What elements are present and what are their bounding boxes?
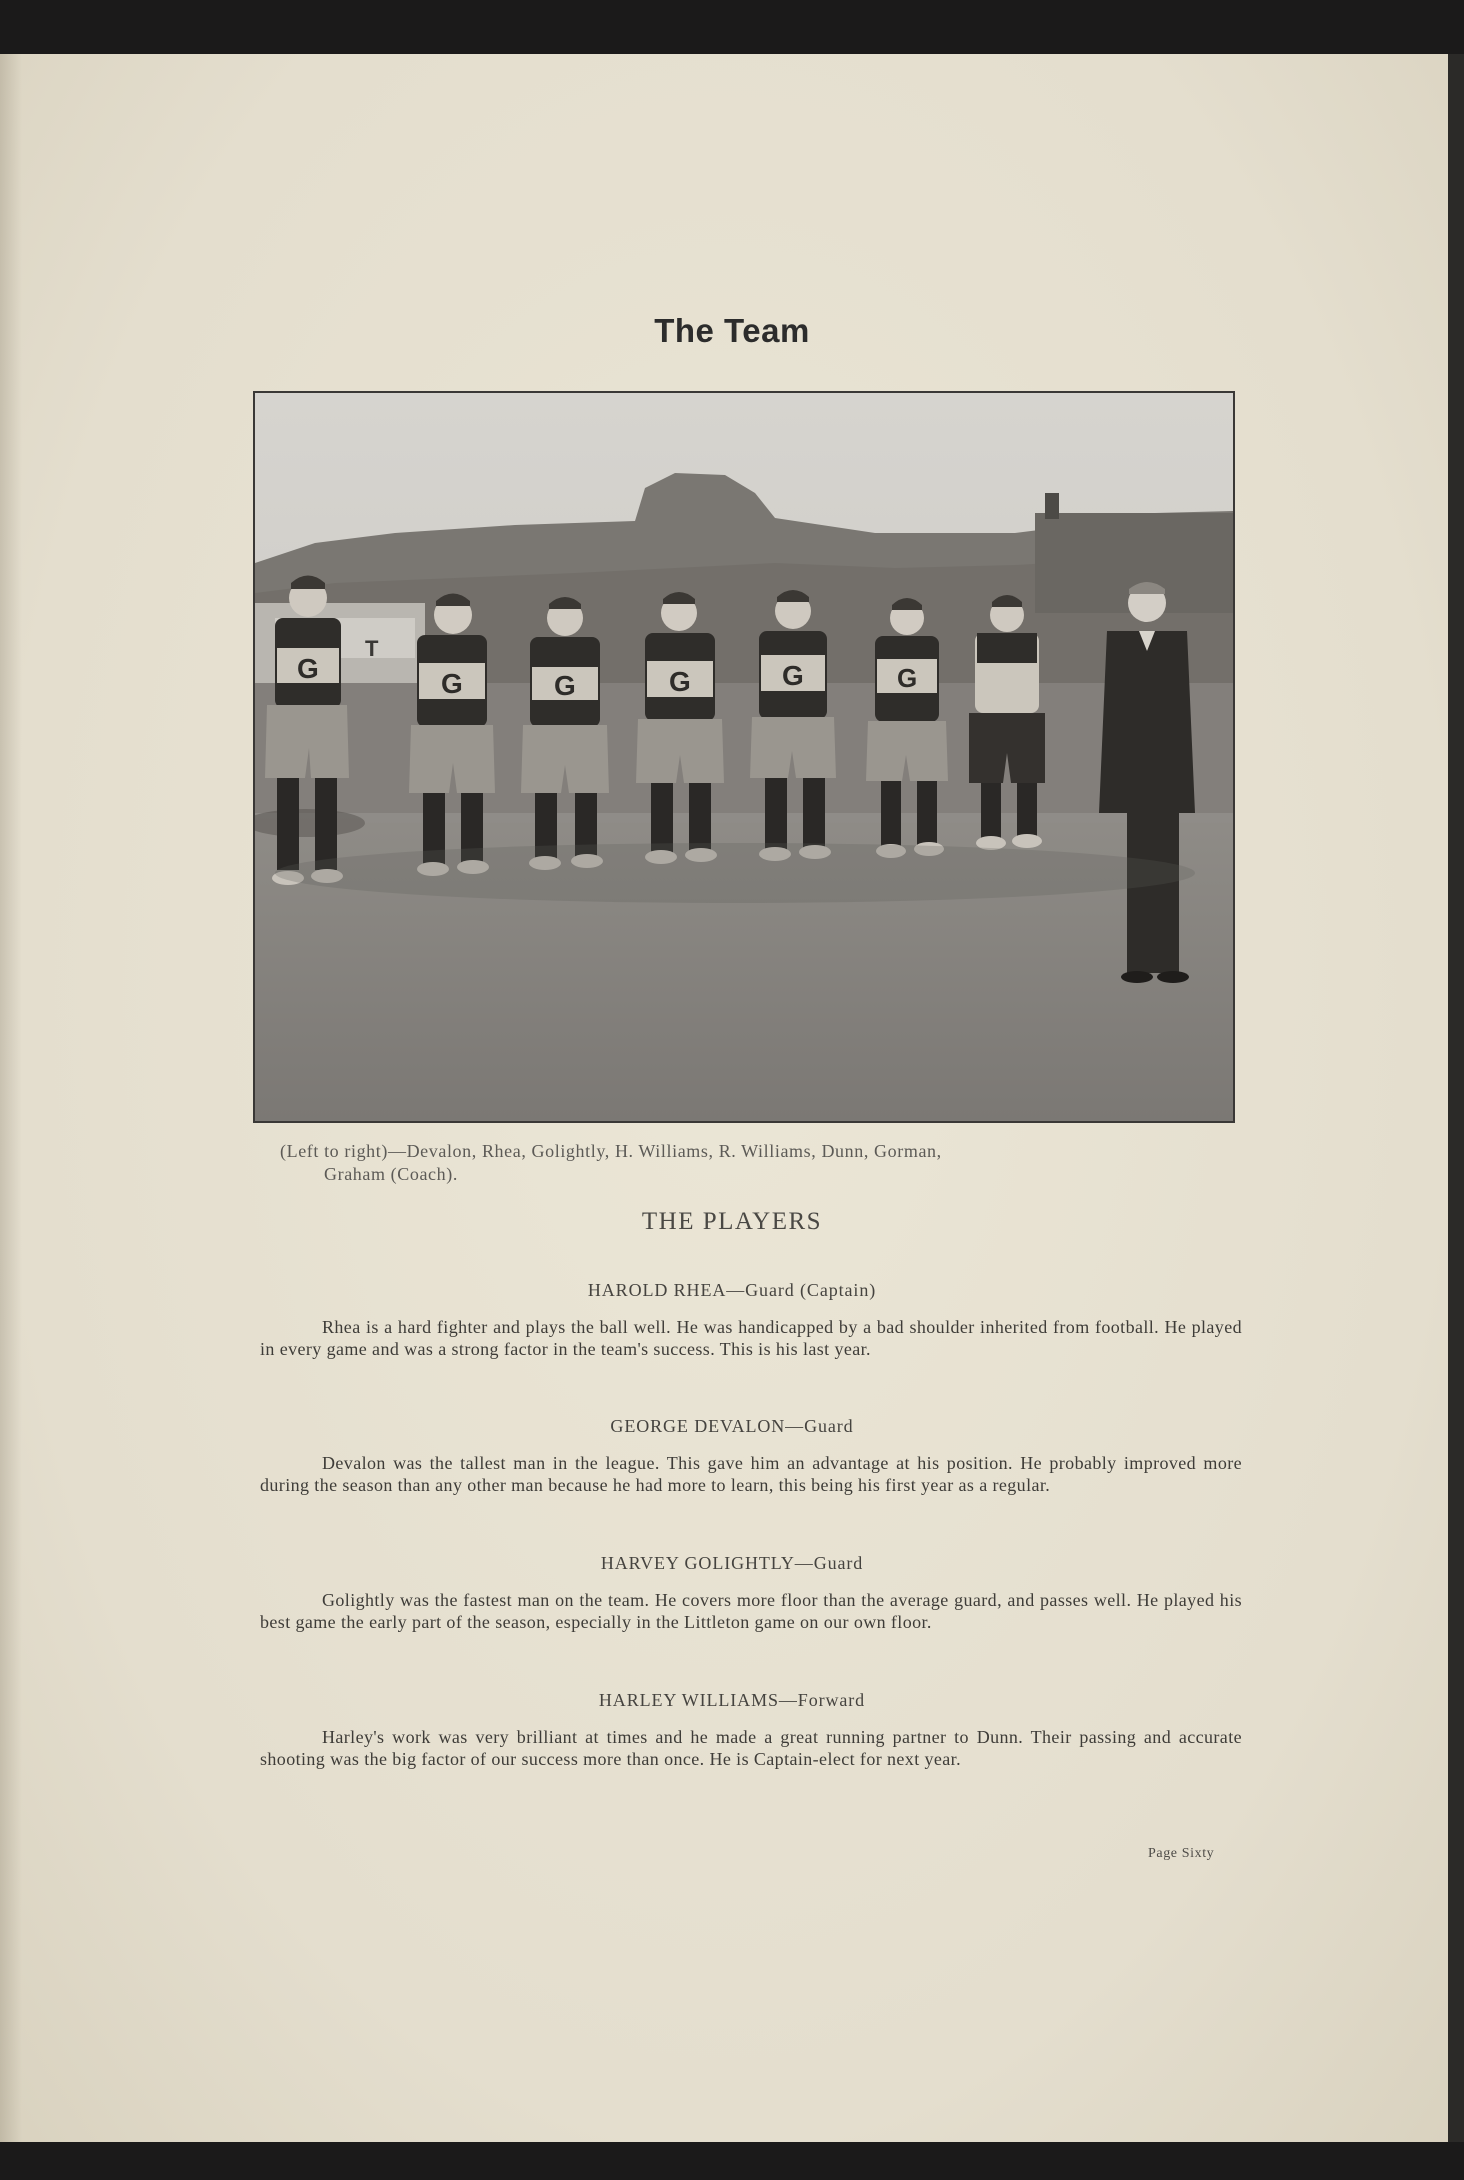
- page-title: The Team: [654, 312, 810, 349]
- scan-bottom-border: [0, 2142, 1464, 2180]
- player-heading-devalon: GEORGE DEVALON—Guard: [610, 1416, 854, 1436]
- player-heading-golightly: HARVEY GOLIGHTLY—Guard: [600, 1553, 864, 1573]
- page-number: Page Sixty: [1148, 1846, 1215, 1861]
- scan-top-border: [0, 0, 1464, 56]
- player-bio-devalon: Devalon was the tallest man in the league. This gave him an advantage at his position. He probably improved more during the season than any other man because he had more to learn, this being his first year as a regular.: [260, 1453, 1242, 1495]
- player-bio-williams: Harley's work was very brilliant at times and he made a great running partner to Dunn. Their passing and accurate shooting was the big factor of our success more than once. He is Captain-elect for next year.: [260, 1727, 1242, 1769]
- page-right-edge: [1448, 54, 1464, 2144]
- svg-text:G: G: [554, 670, 576, 701]
- page-gutter-shadow: [0, 54, 22, 2144]
- caption-line-2: Graham (Coach).: [324, 1164, 458, 1184]
- photo-caption: [280, 1140, 1240, 1186]
- team-photo: [253, 391, 1235, 1123]
- player-bio-rhea: Rhea is a hard fighter and plays the ball well. He was handicapped by a bad shoulder inherited from football. He played in every game and was a strong factor in the team's success. This is his last year.: [260, 1317, 1242, 1359]
- player-heading-williams: HARLEY WILLIAMS—Forward: [598, 1690, 866, 1710]
- svg-text:G: G: [897, 663, 918, 693]
- svg-text:G: G: [782, 660, 804, 691]
- photo-building-sign: T: [365, 636, 379, 661]
- player-bio-golightly: Golightly was the fastest man on the team. He covers more floor than the average guard, and passes well. He played his best game the early part of the season, especially in the Littleton game on our own floor.: [260, 1590, 1242, 1632]
- player-heading-rhea: HAROLD RHEA—Guard (Captain): [587, 1280, 877, 1300]
- svg-text:G: G: [297, 653, 319, 684]
- section-heading-players: THE PLAYERS: [641, 1208, 823, 1235]
- svg-text:G: G: [441, 668, 463, 699]
- svg-text:G: G: [669, 666, 691, 697]
- caption-line-1: (Left to right)—Devalon, Rhea, Golightly, H. Williams, R. Williams, Dunn, Gorman,: [280, 1141, 942, 1161]
